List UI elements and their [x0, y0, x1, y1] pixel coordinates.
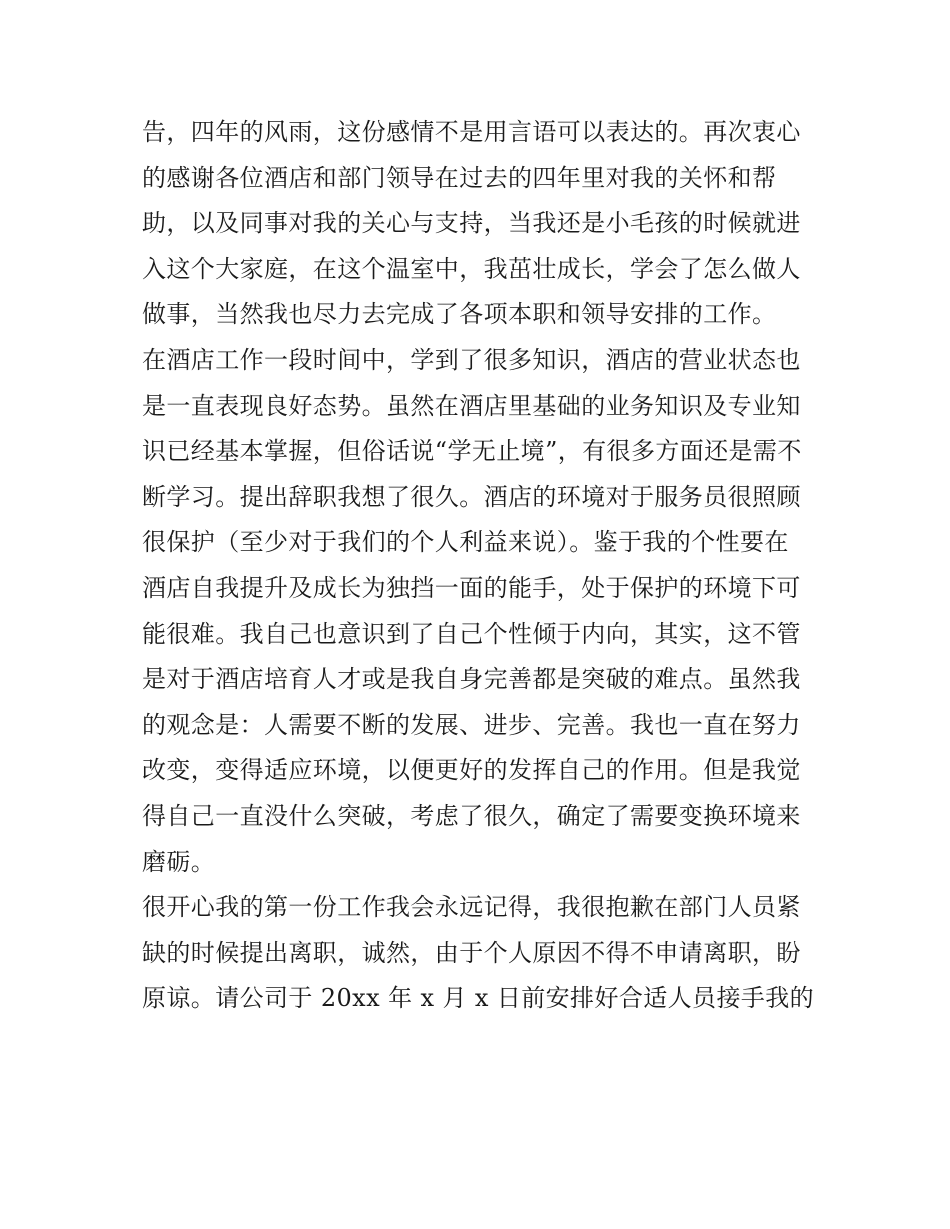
text-line: 原谅。请公司于 20xx 年 x 月 x 日前安排好合适人员接手我的	[142, 984, 815, 1013]
text-line: 的感谢各位酒店和部门领导在过去的四年里对我的关怀和帮	[142, 163, 777, 192]
paragraph	[142, 885, 822, 1022]
paragraph	[142, 338, 822, 885]
text-line: 能很难。我自己也意识到了自己个性倾于内向，其实，这不管	[142, 619, 801, 648]
text-line: 告，四年的风雨，这份感情不是用言语可以表达的。再次衷心	[142, 118, 801, 146]
text-line: 的观念是：人需要不断的发展、进步、完善。我也一直在努力	[142, 710, 801, 739]
paragraph	[142, 110, 822, 338]
text-line: 磨砺。	[142, 847, 216, 876]
document-body	[142, 110, 822, 1022]
text-line: 识已经基本掌握，但俗话说“学无止境”，有很多方面还是需不	[142, 437, 802, 466]
text-line: 做事，当然我也尽力去完成了各项本职和领导安排的工作。	[142, 300, 777, 329]
text-line: 改变，变得适应环境，以便更好的发挥自己的作用。但是我觉	[142, 756, 801, 785]
text-line: 在酒店工作一段时间中，学到了很多知识，酒店的营业状态也	[142, 345, 801, 374]
text-line: 很保护（至少对于我们的个人利益来说）。鉴于我的个性要在	[142, 528, 789, 557]
text-line: 得自己一直没什么突破，考虑了很久，确定了需要变换环境来	[142, 801, 801, 830]
text-line: 助，以及同事对我的关心与支持，当我还是小毛孩的时候就进	[142, 209, 801, 238]
text-line: 入这个大家庭，在这个温室中，我茁壮成长，学会了怎么做人	[142, 254, 801, 283]
text-line: 酒店自我提升及成长为独挡一面的能手，处于保护的环境下可	[142, 573, 801, 602]
text-line: 是对于酒店培育人才或是我自身完善都是突破的难点。虽然我	[142, 665, 801, 694]
text-line: 缺的时候提出离职，诚然，由于个人原因不得不申请离职，盼	[142, 938, 801, 967]
text-line: 很开心我的第一份工作我会永远记得，我很抱歉在部门人员紧	[142, 893, 801, 922]
text-line: 断学习。提出辞职我想了很久。酒店的环境对于服务员很照顾	[142, 482, 801, 511]
text-line: 是一直表现良好态势。虽然在酒店里基础的业务知识及专业知	[142, 391, 801, 420]
